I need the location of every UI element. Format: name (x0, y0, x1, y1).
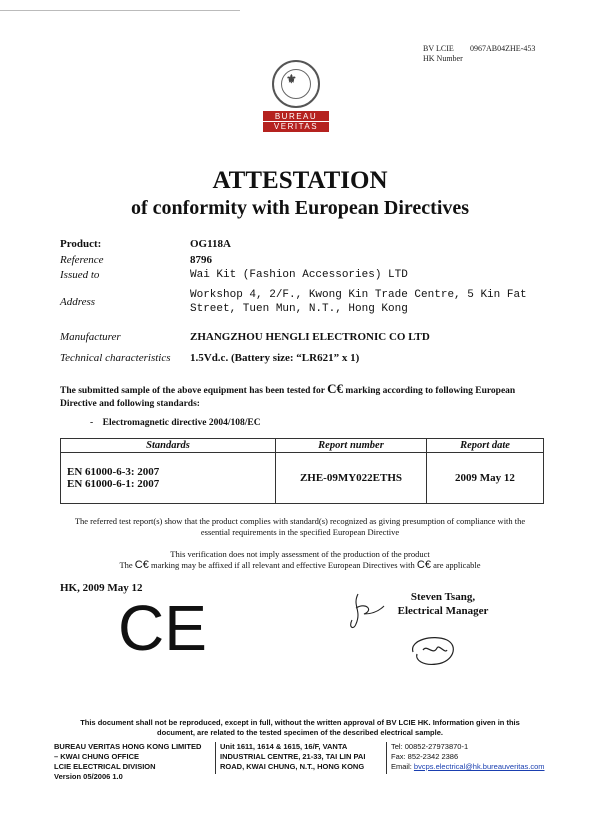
reference-label: Reference (60, 254, 104, 266)
signatory: Steven Tsang, Electrical Manager (397, 591, 489, 617)
ce-symbol-icon: C€ (327, 381, 344, 396)
column-header-standards: Standards (61, 439, 276, 453)
ce-symbol-icon: C€ (416, 559, 431, 571)
footer-company: BUREAU VERITAS HONG KONG LIMITED – KWAI CHUNG OFFICE LCIE ELECTRICAL DIVISION Version 05/2006 1.0 (54, 742, 202, 781)
seal-icon: ⚜ (272, 60, 320, 108)
logo-wordmark: BUREAU VERITAS (263, 111, 329, 132)
directive-item: - Electromagnetic directive 2004/108/EC (90, 418, 261, 428)
report-date-cell: 2009 May 12 (427, 453, 544, 504)
issued-to-value: Wai Kit (Fashion Accessories) LTD (190, 269, 408, 281)
hk-number: 0967AB04ZHE-453 (470, 44, 536, 53)
technical-characteristics-label: Technical characteristics (60, 352, 171, 364)
place-date: HK, 2009 May 12 (60, 582, 143, 594)
ce-symbol-icon: C€ (134, 559, 149, 571)
footer-contact: Tel: 00852-27973870-1 Fax: 852-2342 2386 Email: bvcps.electrical@hk.bureauveritas.com (391, 742, 545, 771)
footer-address: Unit 1611, 1614 & 1615, 16/F, VANTA INDUSTRIAL CENTRE, 21-33, TAI LIN PAI ROAD, KWAI CHUNG, N.T., HONG KONG (220, 742, 366, 771)
manufacturer-label: Manufacturer (60, 331, 121, 343)
email-link[interactable]: bvcps.electrical@hk.bureauveritas.com (413, 762, 545, 771)
issuer-label: BV LCIE (423, 44, 454, 53)
number-label: HK Number (423, 54, 463, 63)
address-line2: Street, Tuen Mun, N.T., Hong Kong (190, 303, 408, 315)
report-number-cell: ZHE-09MY022ETHS (276, 453, 427, 504)
test-statement: The submitted sample of the above equipment has been tested for C€ marking according to following European Directive and following standards: (60, 381, 516, 409)
top-rule (0, 10, 240, 11)
footer-divider (215, 742, 216, 774)
official-stamp-icon (403, 630, 461, 670)
manufacturer-value: ZHANGZHOU HENGLI ELECTRONIC CO LTD (190, 331, 430, 343)
page-subtitle: of conformity with European Directives (130, 197, 470, 219)
table-row (61, 453, 544, 504)
address-line1: Workshop 4, 2/F., Kwong Kin Trade Centre, 5 Kin Fat (190, 289, 527, 301)
signature-icon (340, 588, 390, 634)
footer-divider (386, 742, 387, 774)
product-label: Product: (60, 238, 102, 250)
page-title: ATTESTATION (212, 167, 388, 194)
technical-characteristics-value: 1.5Vd.c. (Battery size: “LR621” x 1) (190, 352, 360, 364)
standards-cell: EN 61000-6-3: 2007 EN 61000-6-1: 2007 (61, 453, 276, 504)
address-label: Address (60, 296, 96, 308)
reference-value: 8796 (190, 254, 212, 266)
ce-mark-icon: CE (118, 592, 207, 664)
reproduction-notice: This document shall not be reproduced, except in full, without the written approval of BV LCIE HK. Information given in this document, are related to the tested specimen of the described electrical sample. (80, 718, 520, 737)
standards-table (60, 438, 544, 504)
compliance-note: The referred test report(s) show that the product complies with standard(s) recognized as giving presumption of compliance with the essential requirements in the specified European Directive (74, 516, 526, 537)
column-header-report-date: Report date (427, 439, 544, 453)
column-header-report-number: Report number (276, 439, 427, 453)
verification-note: This verification does not imply assessment of the production of the product The C€ marking may be affixed if all relevant and effective European Directives with C€ are applicable (119, 549, 481, 571)
product-value: OG118A (190, 238, 231, 250)
bureau-veritas-logo (263, 60, 329, 132)
issued-to-label: Issued to (60, 269, 100, 281)
